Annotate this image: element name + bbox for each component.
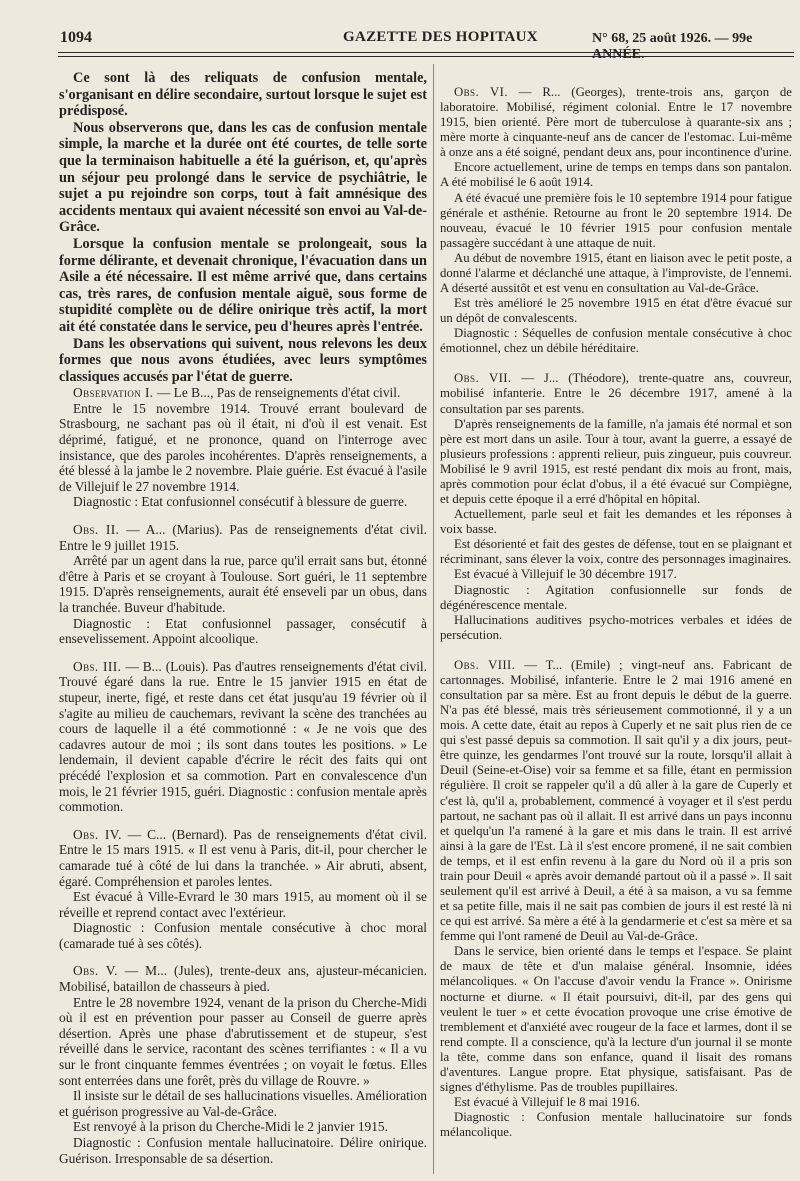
observation-text: — Le B..., Pas de renseignements d'état civil. (156, 385, 401, 401)
observation-text: Il insiste sur le détail de ses hallucinations visuelles. Amélioration et guérison progressive au Val-de-Grâce. (59, 1088, 427, 1119)
observation-text: — R... (Georges), trente-trois ans, garçon de laboratoire. Mobilisé, régiment colonial. Entre le 17 novembre 1915, bien orienté. Père mort de tuberculose à quarante-six ans ; mère morte à cinquante-neuf ans de cancer de l'estomac. Lui-même à onze ans a été soigné, pendant deux ans, pour incontinence d'urine. (440, 85, 792, 160)
observation-block (59, 963, 427, 1166)
observation-text: Actuellement, parle seul et fait les demandes et les réponses à voix basse. (440, 507, 792, 537)
running-header (60, 27, 790, 62)
issue-info: N° 68, 25 août 1926. — 99e ANNÉE. (592, 31, 753, 62)
observation-paragraph (59, 1119, 427, 1135)
journal-title: GAZETTE DES HOPITAUX (343, 29, 538, 45)
observation-label: Obs. VI. (454, 85, 508, 99)
observation-paragraph (59, 659, 427, 815)
observation-paragraph (59, 616, 427, 647)
observation-text: Arrêté par un agent dans la rue, parce qu'il errait sans but, étonné d'être à Paris et se croyant à Toulouse. Sort guéri, le 11 septembre 1915. D'après renseignements, aurait été enseveli par un obus, dans la tranchée. Buveur d'habitude. (59, 553, 427, 615)
observation-text: — C... (Bernard). Pas de renseignements d'état civil. Entre le 15 mars 1915. « Il est venu à Paris, dit-il, pour chercher le camarade tué à côté de lui dans la tranchée. » Air abruti, absent, égaré. Compréhension et paroles lentes. (59, 826, 427, 889)
observation-paragraph (440, 507, 792, 537)
observation-text: Entre le 28 novembre 1924, venant de la prison du Cherche-Midi où il est en prévention pour passer au Conseil de guerre après désertion. Après une phase d'abrutissement et de stupeur, s'est réveillé dans le service, racontant des scènes terrifiantes : « Il a vu sur le front cinquante femmes éventrées ; on voyait le fœtus. Elles sont enterrées dans une forêt, près du village de Rouvre. » (59, 994, 427, 1088)
observation-block (440, 85, 792, 356)
observation-paragraph (440, 583, 792, 613)
observation-paragraph (440, 613, 792, 643)
observation-paragraph (59, 827, 427, 889)
observation-paragraph (59, 385, 427, 401)
header-rule-bottom (58, 56, 794, 57)
observation-paragraph (440, 417, 792, 507)
observation-paragraph (440, 296, 792, 326)
observation-paragraph (59, 963, 427, 994)
observation-paragraph (59, 889, 427, 920)
observation-text: Est évacué à Ville-Evrard le 30 mars 1915, au moment où il se réveille et reprend contact avec l'extérieur. (59, 889, 427, 920)
observation-text: Est très amélioré le 25 novembre 1915 en état d'être évacué sur un dépôt de convalescents. (440, 296, 792, 326)
observation-paragraph (440, 371, 792, 416)
observation-block (440, 371, 792, 642)
observation-paragraph (59, 553, 427, 615)
observation-label: Obs. II. (73, 522, 120, 538)
observation-text: D'après renseignements de la famille, n'a jamais été normal et son père est mort dans un asile. Tour à tour, avant la guerre, a essayé de plusieurs professions : apprenti relieur, puis zingueur, puis couvreur. Mobilisé le 9 avril 1915, est resté pendant dix mois au front, mais, après commotion pour éclat d'obus, il a été évacué sur Compiègne, et depuis cette époque il a erré d'hôpital en hôpital. (440, 416, 792, 507)
observation-text: Encore actuellement, urine de temps en temps dans son pantalon. A été mobilisé le 6 août 1914. (440, 160, 792, 190)
observation-text: Diagnostic : Etat confusionnel passager, consécutif à ensevelissement. Appoint alcoolique. (59, 615, 427, 647)
observation-text: A été évacué une première fois le 10 septembre 1914 pour fatigue générale et asthénie. Retourne au front le 20 septembre 1914. De nouveau, évacué le 10 février 1915 pour confusion mentale passagère succédant à une attaque de nuit. (440, 190, 792, 250)
observation-paragraph (440, 160, 792, 190)
observation-text: — A... (Marius). Pas de renseignements d'état civil. Entre le 9 juillet 1915. (59, 522, 427, 553)
observation-block (59, 385, 427, 510)
observation-text: Diagnostic : Confusion mentale hallucinatoire. Délire onirique. Guérison. Irresponsable de sa désertion. (59, 1135, 427, 1166)
intro-paragraph: Lorsque la confusion mentale se prolongeait, sous la forme délirante, et devenait chronique, l'évacuation dans un Asile a été nécessaire. Il est même arrivé que, dans certains cas, très rares, de confusion mentale aiguë, sous forme de stupidité complète ou de délire onirique très actif, la mort ait été constatée dans le service, peu d'heures après l'entrée. (59, 235, 427, 335)
observation-block (59, 659, 427, 815)
observation-paragraph (59, 401, 427, 495)
observation-paragraph (440, 85, 792, 160)
observation-paragraph (59, 522, 427, 553)
observation-paragraph (440, 658, 792, 944)
observation-text: Diagnostic : Confusion mentale consécutive à choc moral (camarade tué à ses côtés). (59, 920, 427, 951)
intro-paragraph: Dans les observations qui suivent, nous relevons les deux formes que nous avons étudiées, avec leurs symptômes classiques accusés par l'état de guerre. (59, 335, 427, 385)
observation-text: Diagnostic : Etat confusionnel consécutif à blessure de guerre. (73, 494, 408, 510)
observation-paragraph (59, 920, 427, 951)
observation-text: — T... (Emile) ; vingt-neuf ans. Fabricant de cartonnages. Mobilisé, infanterie. Entre le 2 mai 1916 amené en consultation par sa mère. Est au front depuis le début de la guerre. N'a pas été blessé, mais très sérieusement commotionné, il y a un mois. A cette date, était au repos à Cuperly et ne sait plus rien de ce qui s'est passé depuis sa commotion. Il sait qu'il y a dix jours, peut-être quinze, les gendarmes l'ont trouvé sur la route, lorsqu'il allait à Deuil (Seine-et-Oise) voir sa femme et sa fille, étant en permission régulière. Il croit se rappeler qu'il a dû aller à la gare de Cuperly et c'est là, qu'il a, probablement, commencé à voyager et il s'est perdu partout, ne sachant pas où il allait. Il est arrivé dans un pays inconnu et quelqu'un l'a ramené à la gare et mis dans le train. Il est arrivé ainsi à la gare de l'Est. Là il s'est encore promené, il ne sait combien de temps, et il est enfin revenu à la gare du Nord où il a pris son train pour Deuil « après avoir demandé partout où il a passé ». Il sait seulement qu'il est arrivé à Deuil, a été à sa maison, a vu sa femme et sa petite fille, mais il ne sait pas combien de jours il est resté là ni ce qui est arrivé. Sa mère a été à la gendarmerie et c'est sa mère et sa femme qui l'ont ramené de Deuil au Val-de-Grâce. (440, 657, 792, 944)
observation-paragraph (59, 494, 427, 510)
observation-label: Obs. IV. (73, 826, 122, 842)
intro-paragraph: Nous observerons que, dans les cas de confusion mentale simple, la marche et la durée ont été courtes, de telle sorte que la terminaison habituelle a été la guérison, et, qu'après un séjour peu prolongé dans le service de psychiâtrie, le sujet a pu rejoindre son corps, tout à fait amnésique des accidents mentaux qui avaient nécessité son envoi au Val-de-Grâce. (59, 119, 427, 236)
observation-text: Est renvoyé à la prison du Cherche-Midi le 2 janvier 1915. (73, 1119, 388, 1135)
left-column (59, 70, 427, 1166)
observation-text: Est évacué à Villejuif le 30 décembre 1917. (454, 567, 677, 582)
observation-text: Hallucinations auditives psycho-motrices verbales et idées de persécution. (440, 612, 792, 642)
observation-text: Est évacué à Villejuif le 8 mai 1916. (454, 1095, 640, 1110)
observation-block (440, 658, 792, 1141)
observation-paragraph (59, 1088, 427, 1119)
observation-paragraph (440, 567, 792, 582)
observation-paragraph (440, 326, 792, 356)
observation-paragraph (59, 995, 427, 1089)
observations-left (59, 385, 427, 1166)
observation-label: Obs. III. (73, 658, 122, 674)
observation-text: Diagnostic : Confusion mentale hallucinatoire sur fonds mélancolique. (440, 1110, 792, 1140)
observation-paragraph (440, 944, 792, 1095)
observation-block (59, 827, 427, 952)
right-column (440, 70, 792, 1140)
observation-label: Observation I. (73, 385, 154, 401)
observation-text: Diagnostic : Agitation confusionnelle sur fonds de dégénérescence mentale. (440, 582, 792, 612)
observations-right (440, 85, 792, 1140)
header-rule-top (58, 52, 794, 53)
observation-text: Diagnostic : Séquelles de confusion mentale consécutive à choc émotionnel, chez un débile héréditaire. (440, 326, 792, 356)
observation-label: Obs. VII. (454, 371, 512, 386)
observation-text: Entre le 15 novembre 1914. Trouvé errant boulevard de Strasbourg, ne sachant pas où il était, ni d'où il est venait. Est déprimé, fatigué, et ne prononce, quand on l'interroge avec insistance, que des paroles incohérentes. D'après renseignements, a été blessé à la jambe le 2 novembre. Plaie guérie. Est évacué à l'asile de Villejuif le 27 novembre 1914. (59, 400, 427, 494)
observation-text: — J... (Théodore), trente-quatre ans, couvreur, mobilisé infanterie. Entre le 26 décembre 1917, amené à la consultation par ses parents. (440, 371, 793, 416)
page-number: 1094 (60, 29, 92, 46)
observation-paragraph (440, 1095, 792, 1110)
observation-text: Est désorienté et fait des gestes de défense, tout en se plaignant et récriminant, sans élever la voix, contre des personnages imaginaires. (440, 537, 792, 567)
observation-paragraph (440, 191, 792, 251)
observation-paragraph (440, 537, 792, 567)
observation-text: Au début de novembre 1915, étant en liaison avec le petit poste, a donné l'alarme et déclanché une attaque, à l'improviste, de l'ennemi. A déserté aussitôt et est venu en consultation au Val-de-Grâce. (440, 250, 792, 296)
observation-paragraph (440, 251, 792, 296)
observation-block (59, 522, 427, 647)
observation-paragraph (59, 1135, 427, 1166)
observation-label: Obs. V. (73, 963, 118, 979)
column-divider (433, 64, 434, 1174)
observation-text: Dans le service, bien orienté dans le temps et l'espace. Se plaint de maux de tête et d'un malaise général. Insomnie, idées mélancoliques. « On l'accuse d'avoir vendu la France ». Onirisme nocturne et diurne. « Il était poursuivi, dit-il, par des gens qui veulent le tuer » et cette évocation provoque une crise émotive de tremblement et d'anxiété avec rougeur de la face et larmes, dont il se rend compte. Il a conscience, qu'à la lecture d'un journal il se monte la tête, comme dans son enfance, quand il lisait des romans d'aventures. Langue propre. Etat physique, satisfaisant. Pas de signes d'éthylisme. Pas de troubles pupillaires. (440, 944, 792, 1094)
intro-text (59, 70, 427, 385)
observation-text: — M... (Jules), trente-deux ans, ajusteur-mécanicien. Mobilisé, bataillon de chasseurs à pied. (59, 963, 427, 995)
observation-label: Obs. VIII. (454, 657, 516, 672)
observation-text: — B... (Louis). Pas d'autres renseignements d'état civil. Trouvé égaré dans la rue. Entre le 15 janvier 1915 en état de stupeur, inerte, figé, et reste dans cet état jusqu'au 19 février où il s'agite au milieu de cauchemars, revivant la scène des tranchées au cours de laquelle il a été commotionné : « Je ne vois que des cadavres autour de moi ; ils sont dans toutes les positions. » Le lendemain, il devient capable d'écrire le récit des faits qui ont précédé l'explosion et sa commotion. Part en convalescence d'un mois, le 21 février 1915, guéri. Diagnostic : confusion mentale après commotion. (59, 658, 428, 815)
intro-paragraph: Ce sont là des reliquats de confusion mentale, s'organisant en délire secondaire, surtout lorsque le sujet est prédisposé. (59, 70, 427, 120)
observation-paragraph (440, 1110, 792, 1140)
